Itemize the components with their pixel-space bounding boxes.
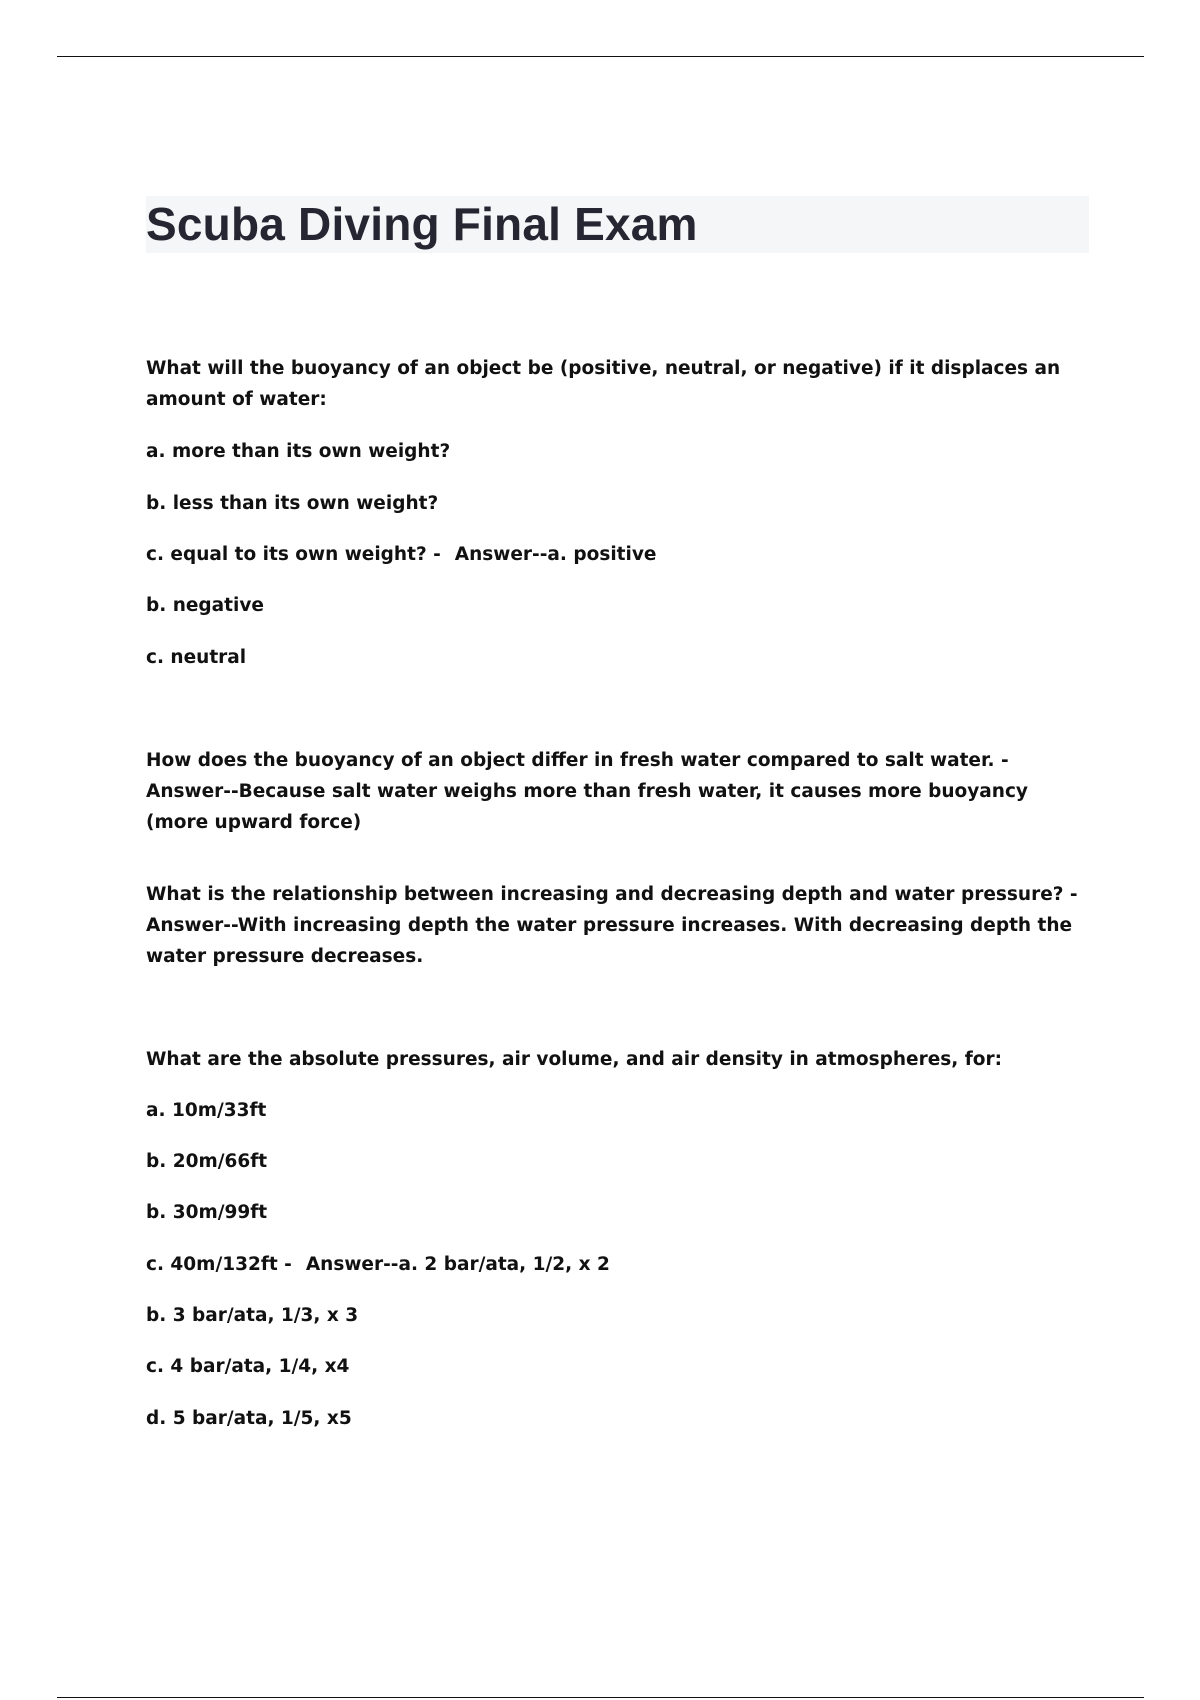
q4-answer-c: c. 4 bar/ata, 1/4, x4 <box>146 1356 350 1377</box>
q2-text: How does the buoyancy of an object differ in fresh water compared to salt water. - <box>146 750 1009 771</box>
q2-block <box>146 745 1096 838</box>
q3-text: What is the relationship between increasing and decreasing depth and water pressure? - <box>146 884 1078 905</box>
q4-option-a: a. 10m/33ft <box>146 1100 267 1121</box>
q3-block <box>146 879 1096 972</box>
q4-answer-d: d. 5 bar/ata, 1/5, x5 <box>146 1408 352 1429</box>
q1-option-b: b. less than its own weight? <box>146 493 439 514</box>
q1-answer: Answer--a. positive <box>454 544 657 565</box>
q4-answer-b: b. 3 bar/ata, 1/3, x 3 <box>146 1305 359 1326</box>
top-rule <box>57 56 1144 57</box>
q1-option-c: c. equal to its own weight? - <box>146 544 441 565</box>
q4-option-c: c. 40m/132ft - <box>146 1254 292 1275</box>
q4-option-b2: b. 30m/99ft <box>146 1202 268 1223</box>
q2-answer: Answer--Because salt water weighs more than fresh water, it causes more buoyancy (more upward force) <box>146 781 1028 833</box>
q1-answer-b: b. negative <box>146 595 264 616</box>
page-title: Scuba Diving Final Exam <box>146 198 698 250</box>
q4-option-c-answer <box>146 1249 1096 1280</box>
q3-answer: Answer--With increasing depth the water pressure increases. With decreasing depth the water pressure decreases. <box>146 915 1073 967</box>
bottom-rule <box>57 1697 1144 1698</box>
q1-option-c-answer <box>146 539 1096 570</box>
q4-answer: Answer--a. 2 bar/ata, 1/2, x 2 <box>305 1254 610 1275</box>
q1-text: What will the buoyancy of an object be (positive, neutral, or negative) if it displaces an amount of water: <box>146 358 1061 410</box>
q4-option-b: b. 20m/66ft <box>146 1151 268 1172</box>
q4-text: What are the absolute pressures, air volume, and air density in atmospheres, for: <box>146 1049 1003 1070</box>
q1-answer-c: c. neutral <box>146 647 247 668</box>
q1-option-a: a. more than its own weight? <box>146 441 451 462</box>
